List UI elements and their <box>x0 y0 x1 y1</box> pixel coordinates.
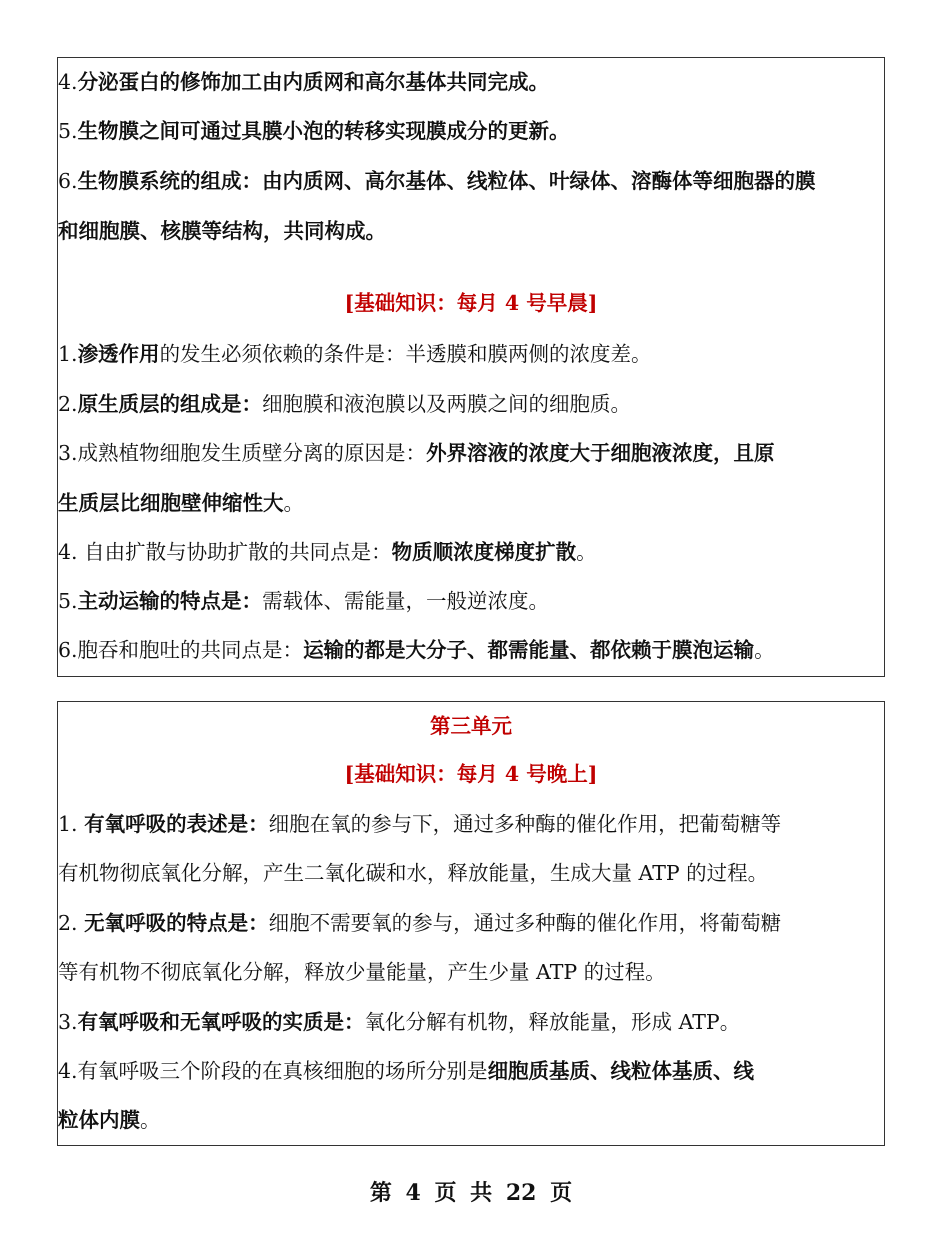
page-number: 第 4 页 共 22 页 <box>369 1180 573 1206</box>
text-line: 有机物彻底氧化分解，产生二氧化碳和水，释放能量，生成大量 ATP 的过程。 <box>58 861 769 885</box>
text-line: 3.成熟植物细胞发生质壁分离的原因是：外界溶液的浓度大于细胞液浓度，且原 <box>58 441 775 465</box>
text-line: 5.主动运输的特点是：需载体、需能量，一般逆浓度。 <box>58 589 550 613</box>
unit-title: 第三单元 <box>430 714 512 738</box>
text-line: 4.有氧呼吸三个阶段的在真核细胞的场所分别是细胞质基质、线粒体基质、线 <box>58 1059 755 1083</box>
text-line: 6.胞吞和胞吐的共同点是：运输的都是大分子、都需能量、都依赖于膜泡运输。 <box>58 638 775 662</box>
text-line: 4.分泌蛋白的修饰加工由内质网和高尔基体共同完成。 <box>58 70 550 94</box>
text-line: 1. 有氧呼吸的表述是：细胞在氧的参与下，通过多种酶的催化作用，把葡萄糖等 <box>58 812 782 836</box>
knowledge-box-2 <box>57 701 885 1146</box>
knowledge-box-1 <box>57 57 885 677</box>
section-heading: [基础知识：每月 4 号晚上] <box>344 762 598 786</box>
text-line: 3.有氧呼吸和无氧呼吸的实质是：氧化分解有机物，释放能量，形成 ATP。 <box>58 1010 741 1034</box>
text-line: 4. 自由扩散与协助扩散的共同点是：物质顺浓度梯度扩散。 <box>58 540 597 564</box>
text-line: 2.原生质层的组成是：细胞膜和液泡膜以及两膜之间的细胞质。 <box>58 392 632 416</box>
text-line: 2. 无氧呼吸的特点是：细胞不需要氧的参与，通过多种酶的催化作用，将葡萄糖 <box>58 911 782 935</box>
text-line: 和细胞膜、核膜等结构，共同构成。 <box>58 219 386 243</box>
text-line: 1.渗透作用的发生必须依赖的条件是：半透膜和膜两侧的浓度差。 <box>58 342 652 366</box>
text-line: 粒体内膜。 <box>58 1108 161 1132</box>
text-line: 6.生物膜系统的组成：由内质网、高尔基体、线粒体、叶绿体、溶酶体等细胞器的膜 <box>58 169 816 193</box>
text-line: 5.生物膜之间可通过具膜小泡的转移实现膜成分的更新。 <box>58 119 570 143</box>
section-heading: [基础知识：每月 4 号早晨] <box>344 291 598 315</box>
text-line: 等有机物不彻底氧化分解，释放少量能量，产生少量 ATP 的过程。 <box>58 960 666 984</box>
text-line: 生质层比细胞壁伸缩性大。 <box>58 491 304 515</box>
